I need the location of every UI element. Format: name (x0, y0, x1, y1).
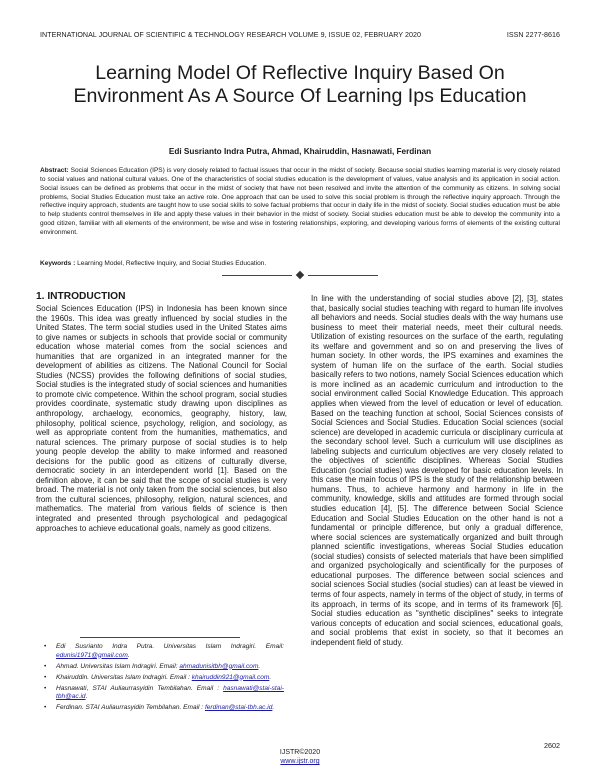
footnote-rule (80, 637, 240, 638)
footer-url-link[interactable]: www.ijstr.org (280, 758, 320, 765)
right-column (311, 294, 563, 647)
abstract-text: Social Sciences Education (IPS) is very closely related to factual issues that occur in the midst of society. Because social studies learning material is very closely related to social values and national cultural values. One of the characteristics of social studies education is the development of values, value analysis and its application in social action. Social issues can be defined as problems that occur in the midst of society that have not been resolved and invite the attention of the community as citizens. In solving social problems, Social Studies Education must take an active role. One approach that can be used to solve this social problem is through the reflective inquiry approach. Through the reflective inquiry approach, students are taught how to use social skills to solve factual problems that occur in daily life in the midst of society. Social studies education must be able to help students control themselves in life and apply these values in their behavior in the midst of society. Social studies education must be able to develop the community into a good citizen, familiar with all elements of the environment, be wise and wise in fostering relationships, exploring, and developing various forms of elements of the existing cultural environment. (40, 167, 560, 236)
paper-title: Learning Model Of Reflective Inquiry Based On Environment As A Source Of Learning Ips Education (73, 62, 527, 107)
keywords-label: Keywords : (40, 260, 76, 267)
email-link[interactable]: ahmadunisitbh@gmail.com (179, 662, 259, 670)
footnote-item: • Ahmad. Universitas Islam Indragiri. Email: ahmadunisitbh@gmail.com. (44, 662, 261, 670)
separator-line-right (308, 275, 378, 276)
intro-paragraph-right: In line with the understanding of social studies above [2], [3], states that, basically social studies teaching with regard to human life involves all behaviors and needs. Social studies deals with the way humans use business to meet their material needs, meet their cultural needs. Utilization of existing resources on the surface of the earth, regulating its welfare and government and so on and preserving the lives of human society. In other words, the IPS examines and examines the system of human life on the surface of the earth. Social studies basically refers to two notions, namely Social Sciences education which is more inclined as an academic curriculum and introduction to the social environment called Social Knowledge Education. This approach applies when viewed from the level of education or level of education. Based on the teaching function at school, Social Sciences consists of Social Sciences and Social Studies. Education Social sciences (social science) are developed in academic curricula or disciplinary curricula at the secondary school level. Such a curriculum will use disciplines as labeling subjects and curriculum objectives are very closely related to the objectives of scientific disciplines. Whereas Social Studies Education (social studies) was developed for basic education levels. In this case the main focus of IPS is the study of the relationship between humans. Thus, to achieve harmony and harmony in life in the community, knowledge, skills and attitudes are formed through social studies education [4], [5]. The difference between Social Science Education and Social Studies Education on the other hand is not a fundamental or principle difference, but only a gradual difference, where social sciences are systematically organized and built through planned scientific investigations, whereas Social Studies education (social studies) consists of selected materials that have been simplified and organized psychologically and scientifically for the purposes of educational purposes. The difference between social sciences and social sciences Social studies (social studies) can at least be viewed in terms of four aspects, namely in terms of the object of study, in terms of its approach, in terms of its scope, and in terms of its framework [6]. Social studies education as "synthetic disciplines" seeks to integrate various concepts of education and social sciences, educational goals, and social problems that exist in society, so that it becomes an independent field of study. (311, 294, 563, 647)
intro-paragraph-left: Social Sciences Education (IPS) in Indonesia has been known since the 1960s. This idea was greatly influenced by social studies in the United States. The term social studies used in the United States aims to give names or subjects in schools that provide social or community education whose material comes from the social sciences and humanities that are organized in an integrated manner for the development of abilities as citizens. The National Council for Social Studies (NCSS) provides the following definitions of social studies, Social studies is the integrated study of social sciences and humanities to promote civic competence. Within the school program, social studies provides coordinate, systematic study drawing upon disciplines as anthropology, archaelogy, economics, geography, history, law, philosophy, political science, psychology, religion, and sociology, as well as appropriate content from the humanities, mathematics, and natural sciences. The primary purpose of social studies is to help young people develop the ability to make informed and reasoned decisions for the public good as citizens of culturally diverse, democratic society in an interdependent world [1]. Based on the definition above, it can be said that the scope of social studies is very broad. The material is not only taken from the social sciences, but also from the cultural sciences, philosophy, religion, natural sciences, and mathematics. The material from various fields of science is then integrated and presented through psychological and pedagogical approaches to achieve educational goals, namely as good citizens. (36, 304, 287, 533)
running-header (40, 31, 560, 41)
bullet-icon: • (44, 684, 47, 692)
footnote-item: • Ferdinan. STAI Auliaurrasyidin Tembilahan. Email : ferdinan@stai-tbh.ac.id. (44, 704, 275, 711)
email-link[interactable]: ferdinan@stai-tbh.ac.id (204, 704, 273, 711)
keywords (40, 260, 560, 269)
abstract (40, 167, 560, 238)
journal-name: INTERNATIONAL JOURNAL OF SCIENTIFIC & TECHNOLOGY RESEARCH VOLUME 9, ISSUE 02, FEBRUARY 2020 (40, 31, 422, 39)
issn-label: ISSN 2277-8616 (506, 31, 560, 39)
footnote-item: • Edi Susrianto Indra Putra. Universitas Islam Indragiri. Email: edunisi1971@gmail.com. (44, 643, 284, 659)
footer-copyright: IJSTR©2020 (279, 749, 321, 756)
abstract-label: Abstract: (40, 167, 69, 174)
keywords-text: Learning Model, Reflective Inquiry, and Social Studies Education. (77, 260, 267, 267)
bullet-icon: • (44, 673, 47, 681)
footnote-item: • Hasnawati, STAI Auliaurrasyidin Tembilahan. Email : hasnawati@stai-stai-tbh@ac.id. (44, 684, 284, 700)
section-separator (0, 272, 600, 280)
footnote-item: • Khairuddin. Universitas Islam Indragiri. Email : khairuddin921@gmail.com. (44, 673, 272, 681)
bullet-icon: • (44, 704, 47, 711)
bullet-icon: • (44, 643, 47, 650)
separator-diamond (296, 271, 304, 279)
section-heading-introduction: 1. INTRODUCTION (36, 291, 126, 302)
author-footnotes (44, 643, 284, 715)
author-list: Edi Susrianto Indra Putra, Ahmad, Khairuddin, Hasnawati, Ferdinan (168, 147, 432, 156)
left-column (36, 291, 287, 533)
email-link[interactable]: edunisi1971@gmail.com (56, 651, 128, 659)
separator-line-left (222, 275, 292, 276)
bullet-icon: • (44, 662, 47, 670)
email-link[interactable]: hasnawati@stai-stai-tbh@ac.id (56, 684, 284, 700)
email-link[interactable]: khairuddin921@gmail.com (191, 673, 270, 681)
page-number: 2602 (544, 741, 560, 750)
